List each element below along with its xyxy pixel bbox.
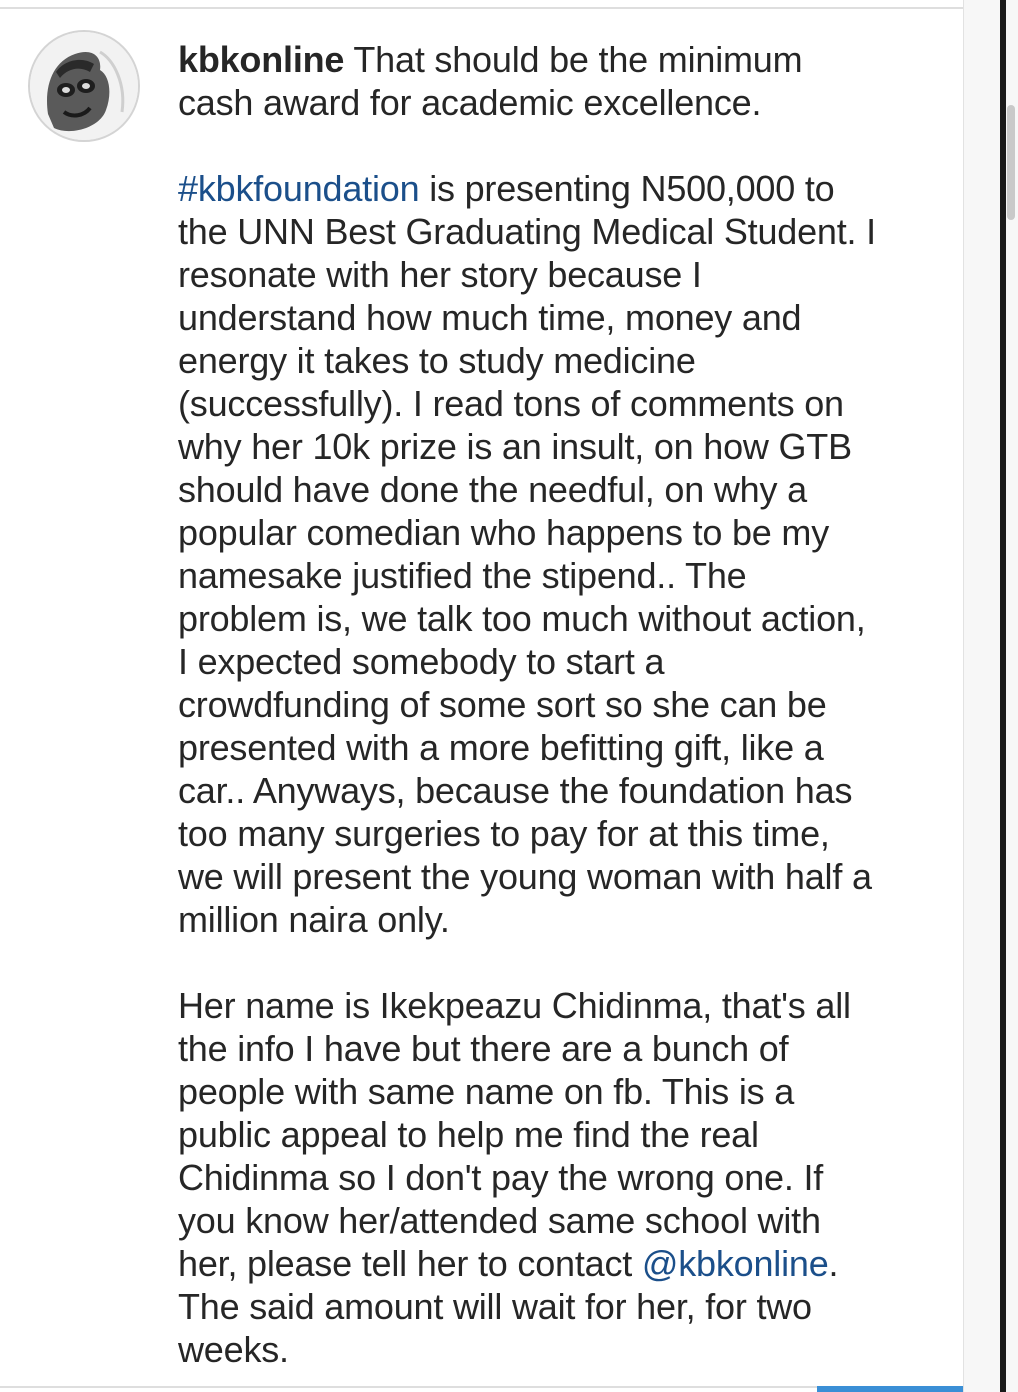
mention-link[interactable]: @kbkonline — [641, 1243, 829, 1284]
comment-intro-text: That should be the minimum cash award for academic excellence. — [178, 39, 803, 123]
scrollbar-thumb[interactable] — [1007, 105, 1015, 220]
comment-paragraph-2 — [178, 167, 878, 941]
paragraph-2-text: is presenting N500,000 to the UNN Best Graduating Medical Student. I resonate with her story because I understand how much time, money and energy it takes to study medicine (successfully). I read tons of comments on why her 10k prize is an insult, on how GTB should have done the needful, on why a popular comedian who happens to be my namesake justified the stipend.. The problem is, we talk too much without action, I expected somebody to start a crowdfunding of some sort so she can be presented with a more befitting gift, like a car.. Anyways, because the foundation has too many surgeries to pay for at this time, we will present the young woman with half a million naira only. — [178, 168, 876, 940]
comment-paragraph-3 — [178, 984, 878, 1371]
paragraph-3-text: Her name is Ikekpeazu Chidinma, that's all the info I have but there are a bunch of people with same name on fb. This is a public appeal to help me find the real Chidinma so I don't pay the wrong one. If you know her/attended same school with her, please tell her to contact — [178, 985, 851, 1284]
hashtag-link[interactable]: #kbkfoundation — [178, 168, 420, 209]
paragraph-3-end-text: . The said amount will wait for her, for two weeks. — [178, 1243, 839, 1370]
comment-body — [178, 38, 878, 1371]
paragraph-gap — [178, 941, 878, 984]
side-edge — [1000, 0, 1006, 1392]
username-link[interactable]: kbkonline — [178, 39, 345, 80]
bottom-accent-bar — [817, 1386, 963, 1392]
paragraph-gap — [178, 124, 878, 167]
comment-intro — [178, 38, 878, 124]
avatar[interactable] — [28, 30, 140, 142]
profile-photo-icon — [30, 32, 138, 140]
top-divider — [0, 7, 964, 9]
